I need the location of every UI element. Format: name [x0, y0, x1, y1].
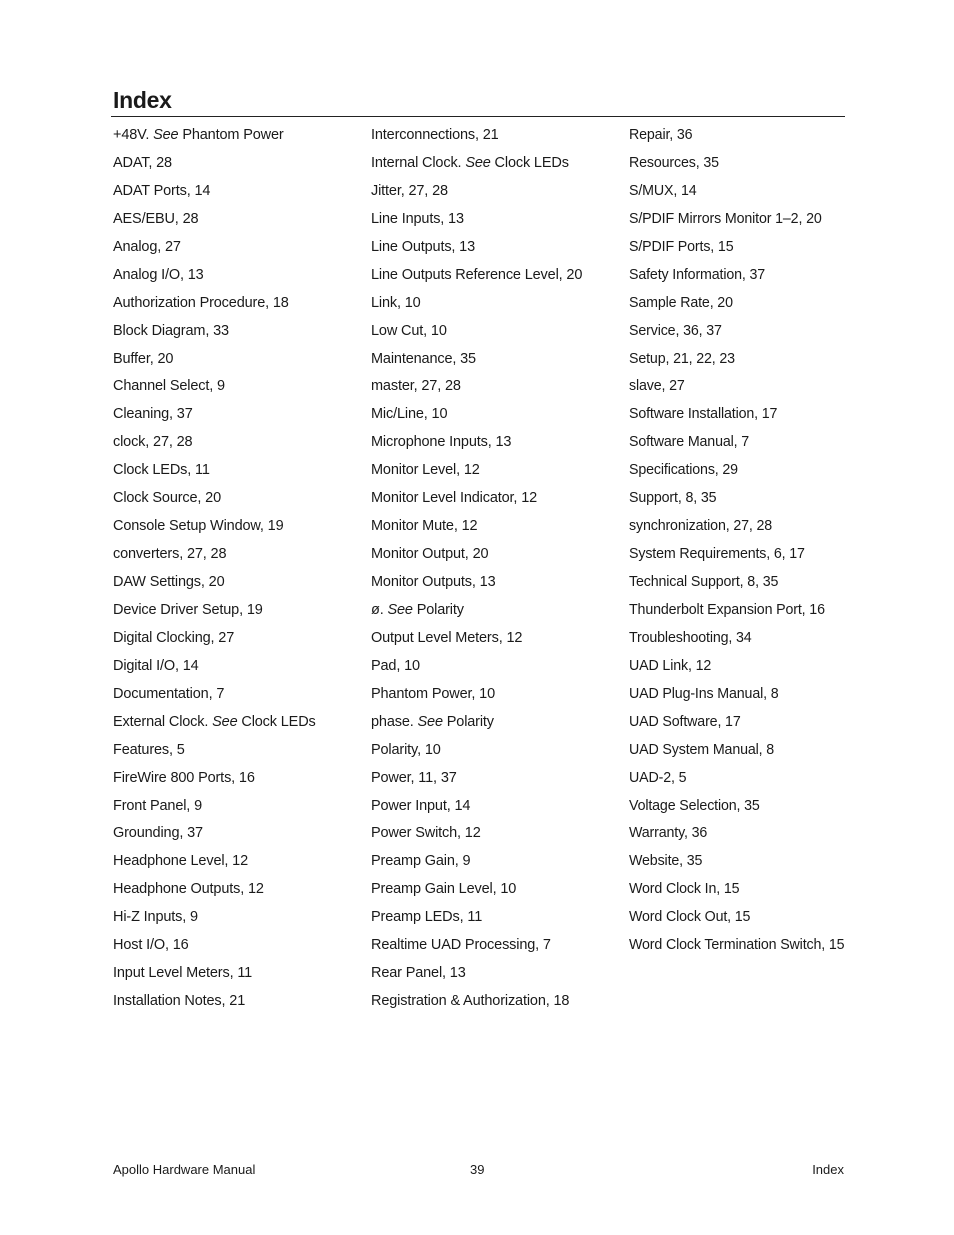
index-entry-text: ADAT, 28	[113, 154, 172, 171]
index-entry	[113, 487, 316, 515]
index-entry	[371, 180, 582, 208]
index-entry	[371, 208, 582, 236]
index-entry-text: Interconnections, 21	[371, 127, 499, 143]
index-entry	[113, 152, 316, 180]
index-entry	[371, 599, 582, 627]
see-reference-target: Polarity	[412, 601, 464, 618]
index-entry	[113, 822, 316, 850]
index-entry	[629, 124, 844, 152]
index-entry	[113, 934, 316, 962]
index-entry	[113, 627, 316, 655]
index-entry	[629, 180, 844, 208]
index-entry-text: DAW Settings, 20	[113, 574, 225, 590]
index-entry	[113, 990, 316, 1018]
index-entry-text: Power Input, 14	[371, 797, 471, 814]
index-entry-text: Monitor Level, 12	[371, 462, 480, 479]
index-entry	[629, 208, 844, 236]
index-entry	[113, 795, 316, 823]
index-entry	[113, 515, 316, 543]
index-entry	[629, 711, 844, 739]
index-entry	[371, 795, 582, 823]
index-entry-text: Preamp Gain, 9	[371, 853, 471, 870]
index-entry-text: UAD Plug-Ins Manual, 8	[629, 685, 779, 702]
index-entry	[629, 543, 844, 571]
index-entry	[629, 431, 844, 459]
see-reference-target: Clock LEDs	[490, 154, 569, 171]
index-entry-text: ADAT Ports, 14	[113, 182, 211, 199]
index-entry-text: Polarity, 10	[371, 741, 441, 758]
index-entry	[371, 822, 582, 850]
index-entry	[113, 850, 316, 878]
see-reference-label: See	[417, 713, 443, 730]
index-entry	[371, 739, 582, 767]
index-entry-text: External Clock.	[113, 713, 213, 730]
index-entry	[371, 375, 582, 403]
index-entry	[113, 571, 316, 599]
index-entry-text: Registration & Authorization, 18	[371, 993, 570, 1010]
index-entry-text: Website, 35	[629, 853, 703, 870]
index-entry	[113, 403, 316, 431]
index-entry	[371, 487, 582, 515]
footer-section-name: Index	[812, 1162, 844, 1177]
index-entry-text: Troubleshooting, 34	[629, 629, 752, 646]
index-entry-text: clock, 27, 28	[113, 434, 193, 451]
index-entry-text: Technical Support, 8, 35	[629, 574, 779, 590]
title-rule	[111, 116, 845, 117]
index-entry	[113, 431, 316, 459]
index-entry-text: Pad, 10	[371, 657, 420, 674]
index-entry	[371, 292, 582, 320]
footer-page-number: 39	[470, 1162, 485, 1177]
index-entry	[371, 711, 582, 739]
index-entry-text: Input Level Meters, 11	[113, 965, 253, 982]
index-entry-text: UAD Software, 17	[629, 713, 741, 730]
index-entry-text: Software Manual, 7	[629, 434, 750, 451]
see-reference-label: See	[387, 601, 413, 618]
index-entry-text: Resources, 35	[629, 154, 719, 171]
index-entry-text: Preamp Gain Level, 10	[371, 881, 517, 898]
index-entry	[371, 850, 582, 878]
index-entry-text: Clock Source, 20	[113, 490, 222, 507]
index-entry-text: Setup, 21, 22, 23	[629, 350, 735, 367]
index-entry-text: Link, 10	[371, 294, 421, 311]
index-entry-text: Digital Clocking, 27	[113, 629, 235, 646]
index-entry	[629, 906, 844, 934]
index-entry-text: Jitter, 27, 28	[371, 182, 448, 199]
index-entry	[113, 655, 316, 683]
index-entry	[371, 459, 582, 487]
index-entry	[113, 264, 316, 292]
index-entry-text: AES/EBU, 28	[113, 210, 199, 227]
index-entry-text: Support, 8, 35	[629, 490, 717, 507]
index-entry	[371, 990, 582, 1018]
index-entry	[113, 180, 316, 208]
index-entry	[371, 934, 582, 962]
index-entry	[113, 906, 316, 934]
index-entry-text: System Requirements, 6, 17	[629, 546, 805, 563]
index-entry-text: Preamp LEDs, 11	[371, 909, 483, 926]
index-entry-text: Authorization Procedure, 18	[113, 294, 289, 311]
index-entry-text: Software Installation, 17	[629, 406, 778, 423]
footer-manual-title: Apollo Hardware Manual	[113, 1162, 256, 1177]
index-entry-text: Low Cut, 10	[371, 322, 447, 339]
index-entry-text: Power, 11, 37	[371, 769, 457, 786]
index-entry	[629, 348, 844, 376]
index-entry	[629, 655, 844, 683]
see-reference-target: Phantom Power	[178, 127, 284, 143]
index-entry-text: Buffer, 20	[113, 350, 174, 367]
index-entry	[371, 124, 582, 152]
index-entry	[629, 375, 844, 403]
index-entry	[629, 152, 844, 180]
index-entry	[371, 320, 582, 348]
index-entry	[371, 878, 582, 906]
index-entry-text: UAD Link, 12	[629, 657, 712, 674]
index-entry	[371, 348, 582, 376]
index-entry-text: Warranty, 36	[629, 825, 708, 842]
index-entry	[371, 655, 582, 683]
index-entry-text: Maintenance, 35	[371, 350, 476, 367]
index-entry	[371, 767, 582, 795]
index-entry	[113, 711, 316, 739]
index-entry	[113, 459, 316, 487]
index-entry-text: Monitor Level Indicator, 12	[371, 490, 538, 507]
index-entry	[629, 292, 844, 320]
index-entry	[629, 459, 844, 487]
index-entry	[113, 599, 316, 627]
index-entry	[629, 236, 844, 264]
index-entry-text: Line Outputs Reference Level, 20	[371, 266, 583, 283]
index-entry-text: Word Clock In, 15	[629, 881, 740, 898]
index-column-1	[113, 124, 316, 1018]
index-entry	[113, 236, 316, 264]
index-entry	[629, 795, 844, 823]
index-entry-text: Console Setup Window, 19	[113, 518, 284, 535]
index-entry-text: Repair, 36	[629, 127, 693, 143]
index-entry-text: Front Panel, 9	[113, 797, 202, 814]
index-entry	[113, 878, 316, 906]
index-entry	[629, 822, 844, 850]
index-entry	[629, 934, 844, 962]
index-entry-text: S/PDIF Mirrors Monitor 1–2, 20	[629, 210, 822, 227]
index-entry	[371, 683, 582, 711]
index-entry-text: slave, 27	[629, 378, 685, 395]
index-entry-text: ø.	[371, 601, 388, 618]
index-entry-text: Mic/Line, 10	[371, 406, 448, 423]
index-entry-text: +48V.	[113, 127, 154, 143]
index-entry-text: Installation Notes, 21	[113, 993, 246, 1010]
index-entry	[371, 431, 582, 459]
index-column-3	[629, 124, 848, 962]
index-column-2	[371, 124, 582, 1018]
index-entry-text: Monitor Output, 20	[371, 546, 489, 563]
index-entry-text: Power Switch, 12	[371, 825, 481, 842]
index-entry-text: phase.	[371, 713, 418, 730]
see-reference-label: See	[153, 127, 179, 143]
index-entry-text: UAD-2, 5	[629, 769, 687, 786]
index-entry-text: Internal Clock.	[371, 154, 466, 171]
index-entry	[629, 878, 844, 906]
index-entry	[371, 152, 582, 180]
index-entry-text: Digital I/O, 14	[113, 657, 199, 674]
index-entry	[629, 850, 844, 878]
index-entry-text: Device Driver Setup, 19	[113, 601, 263, 618]
index-entry	[113, 292, 316, 320]
index-entry-text: Grounding, 37	[113, 825, 203, 842]
index-entry	[113, 208, 316, 236]
index-entry-text: Documentation, 7	[113, 685, 225, 702]
index-entry	[629, 487, 844, 515]
index-entry-text: Host I/O, 16	[113, 937, 189, 954]
index-entry-text: master, 27, 28	[371, 378, 461, 395]
index-entry-text: S/MUX, 14	[629, 182, 697, 199]
index-entry	[629, 739, 844, 767]
see-reference-target: Clock LEDs	[237, 713, 316, 730]
index-entry-text: Rear Panel, 13	[371, 965, 466, 982]
index-entry-text: Microphone Inputs, 13	[371, 434, 512, 451]
index-entry-text: Hi-Z Inputs, 9	[113, 909, 198, 926]
index-entry-text: Word Clock Out, 15	[629, 909, 751, 926]
index-entry	[371, 906, 582, 934]
index-entry-text: Line Outputs, 13	[371, 238, 476, 255]
index-entry	[371, 515, 582, 543]
index-entry	[371, 236, 582, 264]
page-footer	[113, 1160, 844, 1180]
index-entry-text: Headphone Level, 12	[113, 853, 249, 870]
index-entry	[113, 543, 316, 571]
index-entry-text: Cleaning, 37	[113, 406, 193, 423]
index-entry-text: Clock LEDs, 11	[113, 462, 210, 479]
index-entry	[113, 683, 316, 711]
index-entry-text: Voltage Selection, 35	[629, 797, 760, 814]
index-entry-text: Safety Information, 37	[629, 266, 766, 283]
index-entry	[629, 571, 844, 599]
index-entry-text: S/PDIF Ports, 15	[629, 238, 734, 255]
index-entry	[629, 515, 844, 543]
index-entry-text: FireWire 800 Ports, 16	[113, 769, 255, 786]
index-entry-text: synchronization, 27, 28	[629, 518, 773, 535]
index-entry	[371, 962, 582, 990]
index-entry	[629, 627, 844, 655]
index-entry	[113, 320, 316, 348]
see-reference-label: See	[465, 154, 491, 171]
index-entry	[371, 571, 582, 599]
index-entry-text: Service, 36, 37	[629, 322, 722, 339]
index-entry-text: Features, 5	[113, 741, 185, 758]
index-entry-text: Analog I/O, 13	[113, 266, 204, 283]
index-entry	[629, 320, 844, 348]
index-entry	[113, 962, 316, 990]
index-entry-text: UAD System Manual, 8	[629, 741, 775, 758]
index-entry-text: Monitor Mute, 12	[371, 518, 478, 535]
index-entry-text: Specifications, 29	[629, 462, 738, 479]
index-entry	[629, 683, 844, 711]
index-entry-text: Thunderbolt Expansion Port, 16	[629, 601, 825, 618]
index-entry	[629, 599, 844, 627]
index-entry	[113, 767, 316, 795]
index-entry-text: Monitor Outputs, 13	[371, 574, 496, 590]
index-entry-text: Analog, 27	[113, 238, 181, 255]
index-entry-text: Block Diagram, 33	[113, 322, 229, 339]
index-entry	[113, 124, 316, 152]
index-entry	[113, 739, 316, 767]
index-entry	[629, 767, 844, 795]
index-entry-text: Word Clock Termination Switch, 15	[629, 937, 845, 954]
index-entry-text: converters, 27, 28	[113, 546, 227, 563]
index-entry	[113, 375, 316, 403]
see-reference-target: Polarity	[442, 713, 494, 730]
index-entry	[629, 264, 844, 292]
index-entry	[371, 627, 582, 655]
index-entry-text: Phantom Power, 10	[371, 685, 495, 702]
index-entry-text: Line Inputs, 13	[371, 210, 464, 227]
index-entry	[371, 403, 582, 431]
index-entry	[371, 264, 582, 292]
index-entry-text: Channel Select, 9	[113, 378, 225, 395]
index-entry	[113, 348, 316, 376]
index-entry-text: Realtime UAD Processing, 7	[371, 937, 551, 954]
index-entry	[371, 543, 582, 571]
see-reference-label: See	[212, 713, 238, 730]
index-entry-text: Output Level Meters, 12	[371, 629, 523, 646]
index-entry-text: Sample Rate, 20	[629, 294, 733, 311]
page-title: Index	[113, 87, 172, 113]
index-entry-text: Headphone Outputs, 12	[113, 881, 264, 898]
index-entry	[629, 403, 844, 431]
